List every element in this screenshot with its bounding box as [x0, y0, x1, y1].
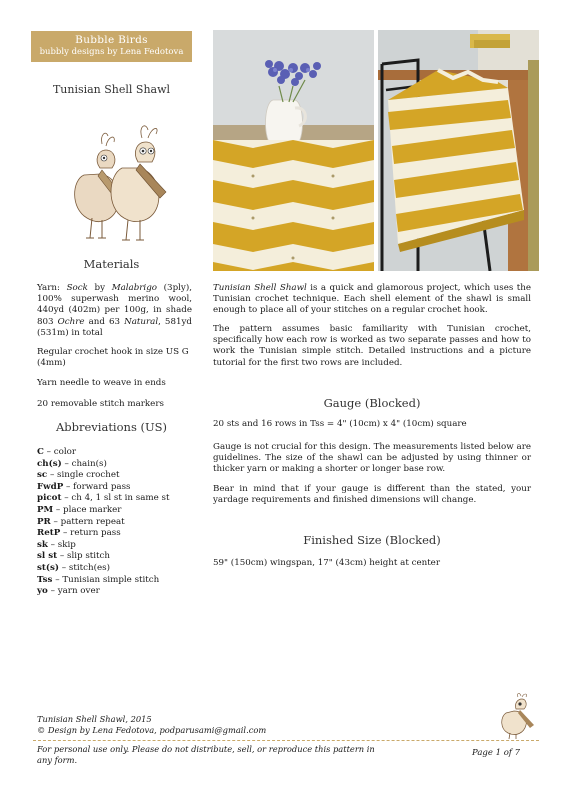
- abbrev-item: PM – place marker: [37, 504, 122, 515]
- footer-notice: For personal use only. Please do not distribute, sell, or reproduce this pattern in any form.: [37, 744, 375, 765]
- page-number: Page 1 of 7: [472, 748, 521, 758]
- footer-design-credit: © Design by Lena Fedotova, podparusami@gmail.com: [37, 725, 267, 735]
- abbreviations-heading: Abbreviations (US): [55, 420, 168, 434]
- brand-name: Bubble Birds: [75, 34, 148, 46]
- gauge-line: 20 sts and 16 rows in Tss = 4" (10cm) x 4" (10cm) square: [213, 419, 467, 429]
- abbrev-item: yo – yarn over: [37, 586, 100, 597]
- materials-heading: Materials: [83, 257, 140, 271]
- abbrev-item: sk – skip: [37, 539, 76, 550]
- pattern-title: Tunisian Shell Shawl: [52, 83, 171, 96]
- bird-illustration-icon: [42, 120, 182, 250]
- abbrev-item: RetP – return pass: [37, 528, 121, 539]
- abbrev-item: ch(s) – chain(s): [37, 458, 107, 469]
- abbrev-item: st(s) – stitch(es): [37, 562, 110, 573]
- finished-size-heading: Finished Size (Blocked): [303, 533, 441, 547]
- yarn-description: Yarn: Sock by Malabrigo (3ply), 100% superwash merino wool, 440yd (402m) per 100g, in shade 803 Ochre and 63 Natural, 581yd (531m) in total: [37, 283, 192, 338]
- intro-paragraph-2: The pattern assumes basic familiarity with Tunisian crochet, specifically how each row is worked as two separate passes and how to work the Tunisian simple stitch. Detailed instructions and a picture tutorial for the first two rows are included.: [213, 324, 531, 368]
- abbreviations-list: [37, 447, 197, 598]
- footer-divider: [33, 740, 539, 741]
- abbrev-item: sl st – slip stitch: [37, 551, 111, 562]
- brand-box: [31, 31, 192, 62]
- needle-requirement: Yarn needle to weave in ends: [37, 378, 166, 388]
- bird-front-icon: [111, 126, 166, 240]
- markers-requirement: 20 removable stitch markers: [37, 399, 164, 409]
- abbrev-item: Tss – Tunisian simple stitch: [37, 574, 160, 585]
- abbrev-item: picot – ch 4, 1 sl st in same st: [37, 493, 170, 504]
- shawl-table-photo: [213, 30, 374, 271]
- mini-bird-icon: [494, 693, 542, 739]
- footer-title: Tunisian Shell Shawl, 2015: [37, 714, 152, 724]
- abbrev-item: C – color: [37, 447, 77, 457]
- brand-tagline: bubbly designs by Lena Fedotova: [39, 47, 184, 57]
- abbrev-item: PR – pattern repeat: [37, 516, 125, 527]
- footer-credits: [37, 714, 266, 736]
- intro-paragraph-1: Tunisian Shell Shawl is a quick and glamorous project, which uses the Tunisian crochet technique. Each shell element of the shawl is small enough to place all of your stitches on a regular crochet hook.: [213, 283, 531, 316]
- gauge-paragraph-2: Bear in mind that if your gauge is different than the stated, your yardage requirements and finished dimensions will change.: [213, 484, 531, 506]
- finished-size-line: 59" (150cm) wingspan, 17" (43cm) height at center: [213, 558, 440, 568]
- gauge-heading: Gauge (Blocked): [323, 396, 421, 410]
- shawl-chair-photo: [378, 30, 539, 271]
- abbrev-item: FwdP – forward pass: [37, 481, 131, 492]
- gauge-paragraph-1: Gauge is not crucial for this design. The measurements listed below are guidelines. The size of the shawl can be adjusted by using thinner or thicker yarn or making a shorter or longer base row.: [213, 442, 531, 475]
- hook-requirement: Regular crochet hook in size US G (4mm): [37, 347, 189, 369]
- abbrev-item: sc – single crochet: [37, 470, 120, 481]
